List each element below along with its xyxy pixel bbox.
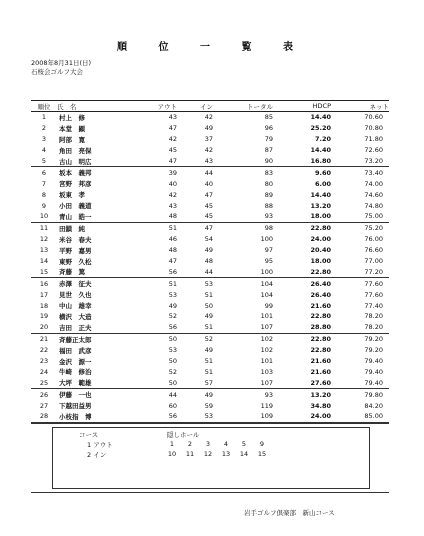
cell-name: 斉藤正太郎 (59, 335, 92, 344)
cell-hdcp: 9.60 (314, 168, 331, 177)
table-row (31, 266, 389, 277)
cell-out: 60 (168, 401, 177, 410)
cell-in: 50 (204, 301, 213, 310)
cell-total: 95 (264, 257, 273, 266)
cell-total: 80 (264, 179, 273, 188)
cell-name: 青山 皓一 (57, 211, 139, 222)
out-hidden-holes (163, 440, 271, 448)
cell-total: 85 (264, 113, 273, 122)
hidden-hole-number: 13 (221, 450, 231, 458)
cell-out: 50 (139, 377, 177, 388)
header-hdcp: HDCP (273, 101, 331, 112)
cell-total: 101 (260, 312, 273, 321)
table-row (31, 234, 389, 245)
cell-name: 東野 久松 (59, 257, 92, 266)
table-row (31, 134, 389, 145)
table-row (31, 289, 389, 300)
cell-out: 50 (168, 357, 177, 366)
cell-total: 99 (264, 301, 273, 310)
table-row (31, 178, 389, 189)
cell-net: 78.20 (364, 312, 383, 321)
cell-out: 43 (168, 201, 177, 210)
cell-hdcp: 21.60 (310, 357, 331, 366)
course-out-label: 1 アウト (87, 441, 113, 449)
cell-out: 49 (168, 301, 177, 310)
cell-net: 74.00 (364, 179, 383, 188)
cell-rank: 19 (39, 312, 49, 321)
cell-rank: 21 (39, 335, 49, 344)
cell-rank: 18 (39, 301, 49, 310)
cell-hdcp: 7.20 (314, 135, 331, 144)
table-row (31, 300, 389, 311)
hidden-hole-number: 3 (205, 440, 211, 448)
cell-total: 83 (264, 168, 273, 177)
cell-total: 89 (264, 190, 273, 199)
cell-out: 52 (168, 312, 177, 321)
header-out: アウト (139, 101, 177, 112)
cell-net: 73.40 (364, 168, 383, 177)
cell-in: 42 (204, 113, 213, 122)
table-row (31, 222, 389, 233)
cell-total: 101 (260, 357, 273, 366)
cell-in: 49 (204, 246, 213, 255)
course-in-label: 2 イン (87, 451, 107, 459)
cell-in: 49 (204, 390, 213, 399)
cell-rank: 22 (39, 346, 49, 355)
cell-out: 44 (168, 390, 177, 399)
cell-total: 104 (260, 290, 273, 299)
cell-name: 赤澤 征夫 (59, 280, 92, 289)
cell-hdcp: 20.40 (310, 246, 331, 255)
page-title: 順 位 一 覧 表 (117, 42, 307, 53)
table-row (31, 366, 389, 377)
cell-in: 53 (177, 411, 213, 422)
cell-rank: 17 (39, 290, 49, 299)
cell-rank: 10 (31, 211, 57, 222)
table-row (31, 167, 389, 178)
hidden-holes-label: 隠しホール (167, 431, 200, 439)
cell-net: 79.40 (331, 377, 389, 388)
cell-out: 48 (139, 211, 177, 222)
cell-out: 39 (168, 168, 177, 177)
hidden-hole-number: 15 (257, 450, 267, 458)
cell-in: 49 (204, 124, 213, 133)
cell-name: 牛崎 修治 (59, 368, 92, 377)
footer-club-name: 岩手ゴルフ倶楽部 新山コース (244, 509, 335, 517)
cell-rank: 8 (41, 190, 47, 199)
table-row (31, 333, 389, 344)
event-name: 石桜会ゴルフ大会 (31, 68, 83, 76)
cell-in: 47 (204, 224, 213, 233)
cell-net: 72.60 (364, 146, 383, 155)
cell-out: 56 (139, 411, 177, 422)
cell-total: 98 (264, 224, 273, 233)
cell-hdcp: 16.80 (273, 156, 331, 167)
table-row (31, 311, 389, 322)
cell-rank: 24 (39, 367, 49, 376)
cell-hdcp: 26.40 (310, 290, 331, 299)
header-in: イン (177, 101, 213, 112)
cell-rank: 3 (41, 135, 47, 144)
cell-hdcp: 22.80 (273, 266, 331, 277)
cell-name: 吉田 正夫 (57, 322, 139, 333)
cell-hdcp: 25.20 (310, 124, 331, 133)
cell-net: 75.00 (331, 211, 389, 222)
cell-rank: 2 (41, 124, 47, 133)
cell-in: 45 (177, 211, 213, 222)
cell-in: 37 (204, 135, 213, 144)
cell-net: 77.60 (364, 290, 383, 299)
cell-hdcp: 26.40 (310, 279, 331, 288)
results-body (31, 112, 389, 423)
cell-rank: 20 (31, 322, 57, 333)
cell-hdcp: 24.00 (310, 235, 331, 244)
table-row (31, 145, 389, 156)
hidden-hole-number: 5 (241, 440, 247, 448)
cell-out: 47 (168, 124, 177, 133)
cell-net: 76.60 (364, 246, 383, 255)
cell-out: 53 (168, 290, 177, 299)
cell-in: 42 (204, 146, 213, 155)
cell-out: 56 (139, 266, 177, 277)
cell-out: 56 (139, 322, 177, 333)
cell-net: 79.20 (364, 346, 383, 355)
cell-total: 100 (260, 235, 273, 244)
cell-in: 49 (204, 312, 213, 321)
cell-net: 79.40 (364, 367, 383, 376)
cell-hdcp: 14.40 (310, 113, 331, 122)
cell-net: 75.20 (364, 224, 383, 233)
cell-name: 斉藤 篤 (57, 266, 139, 277)
header-total: トータル (213, 101, 273, 112)
hidden-hole-number: 14 (239, 450, 249, 458)
cell-name: 金沢 源一 (59, 357, 92, 366)
cell-net: 79.20 (364, 335, 383, 344)
cell-total: 87 (264, 146, 273, 155)
cell-net: 78.20 (331, 322, 389, 333)
hidden-hole-number: 2 (187, 440, 193, 448)
cell-net: 84.20 (364, 401, 383, 410)
cell-out: 46 (168, 235, 177, 244)
cell-name: 阿部 寛 (59, 135, 85, 144)
cell-total: 107 (213, 377, 273, 388)
table-row (31, 123, 389, 134)
hidden-hole-number: 10 (167, 450, 177, 458)
hidden-hole-number: 9 (259, 440, 265, 448)
cell-rank: 28 (31, 411, 57, 422)
cell-hdcp: 14.40 (310, 146, 331, 155)
hidden-hole-number: 1 (169, 440, 175, 448)
cell-hdcp: 13.20 (310, 390, 331, 399)
course-inner-box (52, 427, 370, 489)
cell-in: 51 (204, 367, 213, 376)
cell-rank: 1 (41, 113, 47, 122)
cell-total: 119 (260, 401, 273, 410)
header-name: 氏 名 (57, 101, 139, 112)
cell-name: 平野 嘉男 (59, 246, 92, 255)
cell-total: 109 (213, 411, 273, 422)
cell-out: 52 (168, 367, 177, 376)
cell-in: 47 (204, 190, 213, 199)
cell-total: 96 (264, 124, 273, 133)
cell-total: 79 (264, 135, 273, 144)
cell-in: 51 (204, 290, 213, 299)
in-hidden-holes (163, 450, 271, 458)
cell-hdcp: 6.00 (314, 179, 331, 188)
cell-out: 47 (168, 257, 177, 266)
table-row (31, 411, 389, 422)
cell-in: 53 (204, 279, 213, 288)
cell-rank: 23 (39, 357, 49, 366)
cell-net: 74.60 (364, 190, 383, 199)
cell-rank: 13 (39, 246, 49, 255)
cell-hdcp: 18.00 (310, 257, 331, 266)
cell-out: 51 (168, 224, 177, 233)
cell-hdcp: 14.40 (310, 190, 331, 199)
cell-total: 103 (260, 367, 273, 376)
cell-net: 77.00 (364, 257, 383, 266)
cell-name: 小枝指 博 (57, 411, 139, 422)
cell-hdcp: 34.80 (310, 401, 331, 410)
cell-in: 59 (204, 401, 213, 410)
cell-net: 71.80 (364, 135, 383, 144)
cell-total: 90 (213, 156, 273, 167)
cell-name: 米谷 春夫 (59, 235, 92, 244)
cell-out: 43 (168, 113, 177, 122)
cell-net: 73.20 (331, 156, 389, 167)
cell-net: 74.80 (364, 201, 383, 210)
cell-name: 下越田益男 (59, 402, 92, 411)
cell-out: 53 (168, 346, 177, 355)
cell-total: 102 (260, 335, 273, 344)
cell-hdcp: 21.60 (310, 301, 331, 310)
cell-out: 42 (168, 190, 177, 199)
table-row (31, 400, 389, 411)
cell-in: 51 (177, 322, 213, 333)
cell-hdcp: 18.00 (273, 211, 331, 222)
cell-out: 50 (168, 335, 177, 344)
cell-in: 54 (204, 235, 213, 244)
header-rank: 順位 (31, 101, 57, 112)
cell-rank: 12 (39, 235, 49, 244)
cell-rank: 25 (31, 377, 57, 388)
table-row (31, 278, 389, 289)
course-label: コース (79, 431, 99, 439)
table-row (31, 200, 389, 211)
cell-hdcp: 21.60 (310, 367, 331, 376)
cell-total: 104 (260, 279, 273, 288)
table-row (31, 322, 389, 333)
cell-name: 田鎖 純 (59, 224, 85, 233)
table-row (31, 156, 389, 167)
hidden-hole-number: 12 (203, 450, 213, 458)
cell-rank: 14 (39, 257, 49, 266)
cell-total: 102 (260, 346, 273, 355)
cell-net: 70.60 (364, 113, 383, 122)
cell-in: 45 (204, 201, 213, 210)
cell-hdcp: 24.00 (273, 411, 331, 422)
cell-hdcp: 22.80 (310, 224, 331, 233)
table-row (31, 377, 389, 388)
header-net: ネット (331, 101, 389, 112)
cell-rank: 15 (31, 266, 57, 277)
cell-name: 福田 武彦 (59, 346, 92, 355)
hidden-hole-number: 4 (223, 440, 229, 448)
cell-name: 宮野 邦彦 (59, 180, 92, 189)
cell-total: 100 (213, 266, 273, 277)
cell-rank: 26 (39, 390, 49, 399)
cell-net: 70.80 (364, 124, 383, 133)
cell-net: 79.80 (364, 390, 383, 399)
cell-in: 49 (204, 346, 213, 355)
cell-rank: 27 (39, 401, 49, 410)
cell-name: 大坪 範雄 (57, 377, 139, 388)
cell-net: 85.00 (331, 411, 389, 422)
cell-name: 伊藤 一也 (59, 391, 92, 400)
cell-in: 57 (177, 377, 213, 388)
cell-out: 51 (168, 279, 177, 288)
cell-name: 坂東 孝 (59, 191, 85, 200)
cell-net: 77.40 (364, 301, 383, 310)
cell-name: 角田 亮保 (59, 146, 92, 155)
cell-rank: 11 (39, 224, 49, 233)
cell-hdcp: 22.80 (310, 346, 331, 355)
cell-in: 52 (204, 335, 213, 344)
cell-hdcp: 27.60 (273, 377, 331, 388)
table-row (31, 245, 389, 256)
cell-rank: 9 (41, 201, 47, 210)
cell-rank: 6 (41, 168, 47, 177)
cell-name: 古山 明広 (57, 156, 139, 167)
table-header-row (31, 101, 389, 112)
cell-hdcp: 28.80 (273, 322, 331, 333)
cell-out: 42 (168, 135, 177, 144)
cell-hdcp: 13.20 (310, 201, 331, 210)
cell-hdcp: 22.80 (310, 335, 331, 344)
cell-total: 88 (264, 201, 273, 210)
table-row (31, 389, 389, 400)
cell-out: 47 (139, 156, 177, 167)
cell-name: 見世 久也 (59, 291, 92, 300)
cell-in: 48 (204, 257, 213, 266)
cell-net: 77.20 (331, 266, 389, 277)
cell-net: 76.00 (364, 235, 383, 244)
course-section (31, 423, 389, 493)
cell-rank: 4 (41, 146, 47, 155)
cell-rank: 7 (41, 179, 47, 188)
cell-net: 79.40 (364, 357, 383, 366)
cell-in: 51 (204, 357, 213, 366)
cell-in: 44 (204, 168, 213, 177)
table-row (31, 345, 389, 356)
cell-net: 77.60 (364, 279, 383, 288)
table-row (31, 256, 389, 267)
cell-rank: 5 (31, 156, 57, 167)
cell-name: 本堂 顕 (59, 124, 85, 133)
cell-name: 中山 雄幸 (59, 302, 92, 311)
table-row (31, 356, 389, 367)
cell-name: 坂本 義邦 (59, 169, 92, 178)
table-row (31, 189, 389, 200)
cell-name: 小田 義道 (59, 202, 92, 211)
cell-hdcp: 22.80 (310, 312, 331, 321)
results-table (31, 100, 389, 423)
hidden-hole-number: 11 (185, 450, 195, 458)
cell-rank: 16 (39, 279, 49, 288)
table-row (31, 211, 389, 222)
cell-total: 93 (264, 390, 273, 399)
cell-in: 44 (177, 266, 213, 277)
table-row (31, 112, 389, 123)
cell-name: 横沢 大造 (59, 312, 92, 321)
cell-total: 93 (213, 211, 273, 222)
cell-in: 40 (204, 179, 213, 188)
event-date: 2008年8月31日(日) (31, 59, 92, 67)
cell-in: 43 (177, 156, 213, 167)
cell-out: 45 (168, 146, 177, 155)
cell-total: 97 (264, 246, 273, 255)
cell-name: 村上 修 (59, 113, 85, 122)
cell-out: 48 (168, 246, 177, 255)
cell-total: 107 (213, 322, 273, 333)
cell-out: 40 (168, 179, 177, 188)
